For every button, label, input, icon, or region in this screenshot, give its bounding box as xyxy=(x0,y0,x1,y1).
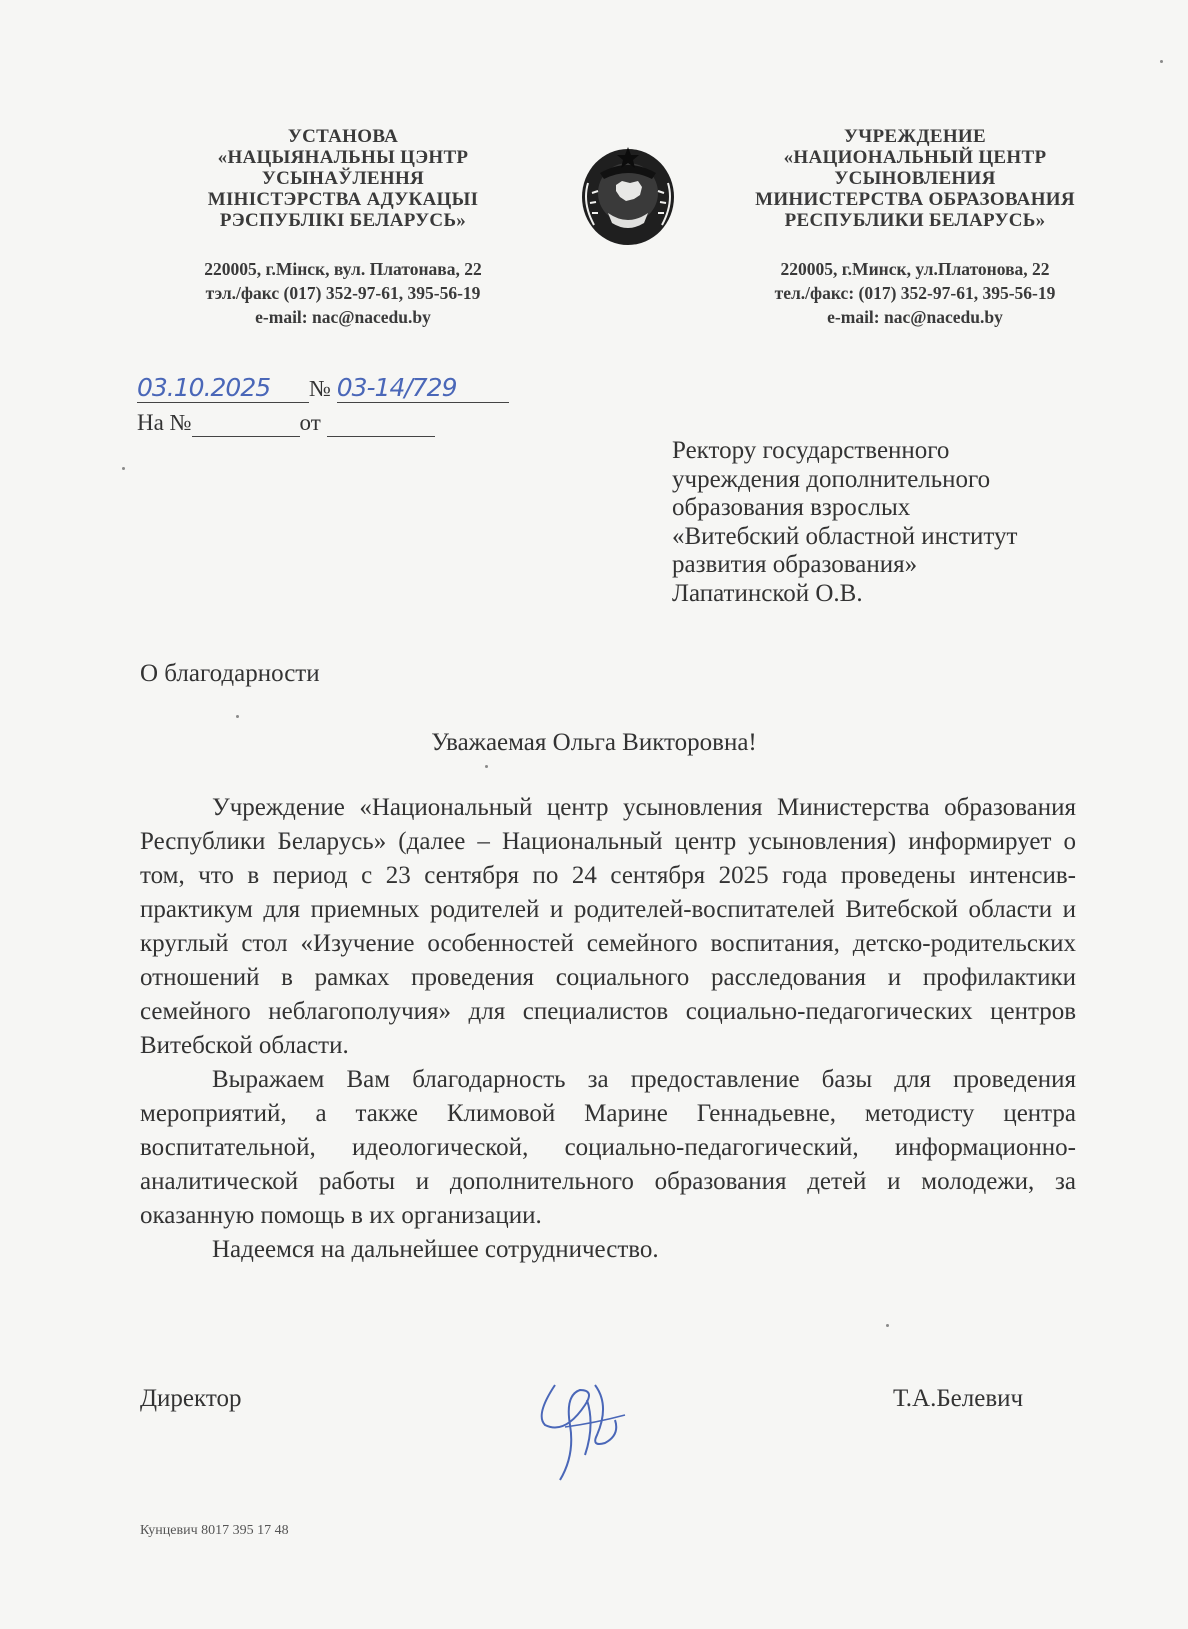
letter-body xyxy=(140,791,1076,1267)
reference-number-blank xyxy=(192,410,300,437)
signatory-position: Директор xyxy=(140,1385,242,1412)
addressee-line: Ректору государственного xyxy=(672,437,950,464)
registration-date: 03.10.2025 xyxy=(137,373,271,402)
letterhead-line: РЭСПУБЛІКІ БЕЛАРУСЬ» xyxy=(219,210,467,231)
addressee-line: Лапатинской О.В. xyxy=(672,579,863,607)
body-paragraph: Учреждение «Национальный центр усыновления Министерства образования Республики Беларусь» (далее – Национальный центр усыновления) информирует о том, что в период с 23 сентября по 24 сентября 2025 года проведены интенсив-практикум для приемных родителей и родителей-воспитателей Витебской области и круглый стол «Изучение особенностей семейного воспитания, детско-родительских отношений в рамках проведения социального расследования и профилактики семейного неблагополучия» для специалистов социально-педагогических центров Витебской области. xyxy=(140,794,1076,1059)
letterhead-line: РЕСПУБЛИКИ БЕЛАРУСЬ» xyxy=(784,210,1046,231)
scan-speck xyxy=(1160,60,1163,63)
letterhead-line: МІНІСТЭРСТВА АДУКАЦЫІ xyxy=(207,189,479,210)
registration-number-line xyxy=(137,373,509,403)
addressee-block xyxy=(672,437,1017,608)
addressee-line: образования взрослых xyxy=(672,494,911,521)
letterhead-contacts xyxy=(133,257,553,329)
letterhead-line: «НАЦЫЯНАЛЬНЫ ЦЭНТР xyxy=(217,147,469,168)
letterhead-line: МИНИСТЕРСТВА ОБРАЗОВАНИЯ xyxy=(755,189,1075,210)
registration-number: 03-14/729 xyxy=(336,373,457,402)
belarus-state-emblem-icon xyxy=(578,143,678,247)
scan-speck xyxy=(122,467,125,470)
body-paragraph: Выражаем Вам благодарность за предоставление базы для проведения мероприятий, а также Климовой Марине Геннадьевне, методисту центра воспитательной, идеологической, социально-педагогический, информационно-аналитической работы и дополнительного образования детей и молодежи, за оказанную помощь в их организации. xyxy=(140,1066,1076,1229)
letter-subject: О благодарности xyxy=(140,660,320,687)
letterhead-email: e-mail: nac@nacedu.by xyxy=(255,307,431,327)
from-label: от xyxy=(299,410,321,435)
letterhead-belarusian xyxy=(133,126,553,329)
letter-greeting: Уважаемая Ольга Викторовна! xyxy=(431,729,757,756)
signatory-name: Т.А.Белевич xyxy=(893,1385,1024,1412)
letterhead-address: 220005, г.Минск, ул.Платонова, 22 xyxy=(780,259,1050,279)
reference-label: На № xyxy=(137,410,192,435)
letterhead-line: УСЫНОВЛЕНИЯ xyxy=(834,168,996,189)
reference-date-blank xyxy=(327,410,435,437)
letterhead-phone: тэл./факс (017) 352-97-61, 395-56-19 xyxy=(205,283,481,303)
body-paragraph: Надеемся на дальнейшее сотрудничество. xyxy=(212,1236,659,1263)
letterhead-line: УСЫНАЎЛЕННЯ xyxy=(261,168,425,189)
addressee-line: «Витебский областной институт xyxy=(672,522,1018,550)
letterhead-line: УСТАНОВА xyxy=(287,126,399,147)
letterhead-russian xyxy=(690,126,1140,329)
letterhead-contacts xyxy=(690,257,1140,329)
reference-number-line xyxy=(137,410,435,437)
letterhead-email: e-mail: nac@nacedu.by xyxy=(827,307,1003,327)
handwritten-signature-icon xyxy=(525,1365,645,1485)
number-label: № xyxy=(309,376,331,401)
scan-speck xyxy=(236,715,239,718)
letterhead-address: 220005, г.Мінск, вул. Платонава, 22 xyxy=(204,259,482,279)
registration-number-field xyxy=(337,373,509,403)
addressee-line: учреждения дополнительного xyxy=(672,465,991,493)
executor-info: Кунцевич 8017 395 17 48 xyxy=(140,1523,289,1538)
registration-date-field xyxy=(137,373,309,403)
addressee-line: развития образования» xyxy=(672,551,918,578)
letterhead-phone: тел./факс: (017) 352-97-61, 395-56-19 xyxy=(774,283,1056,303)
letterhead-line: «НАЦИОНАЛЬНЫЙ ЦЕНТР xyxy=(783,147,1047,168)
letterhead-line: УЧРЕЖДЕНИЕ xyxy=(844,126,986,147)
scan-speck xyxy=(886,1324,889,1327)
scan-speck xyxy=(485,765,488,768)
